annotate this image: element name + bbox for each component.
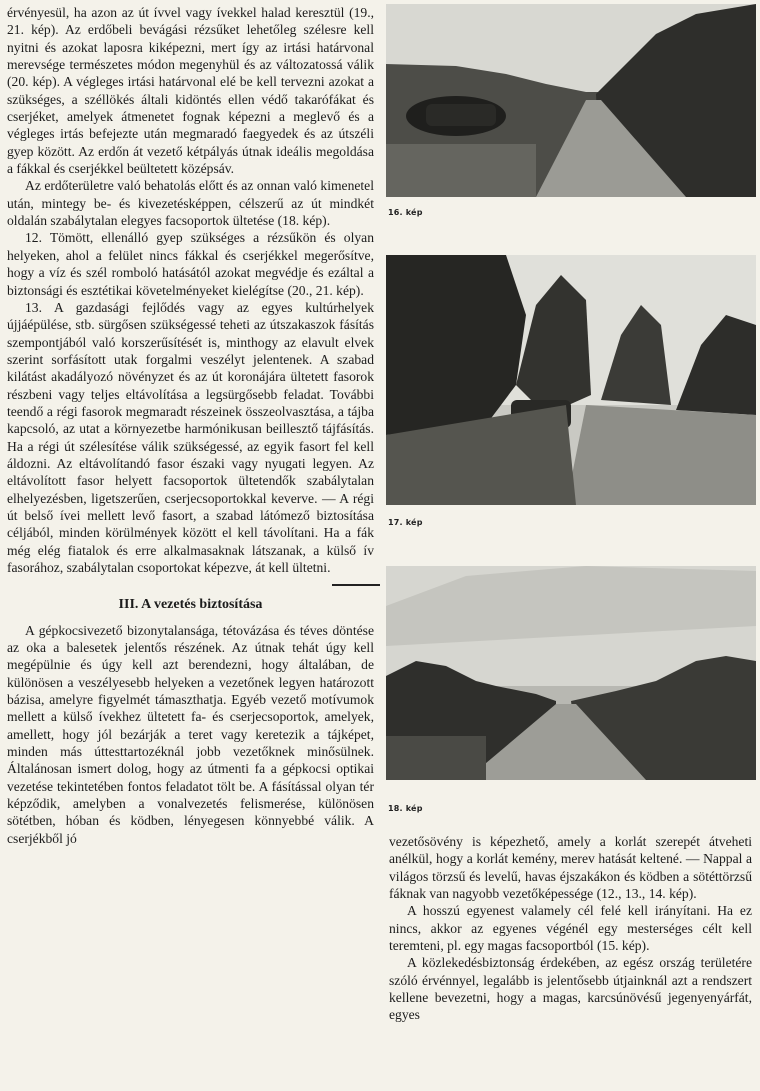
paragraph-1: érvényesül, ha azon az út ívvel vagy ívekkel halad keresztül (19., 21. kép). Az erdőbeli bevágási rézsűket lehetőleg szélesre kell nyitni és azokat laposra kiképezni, mert így az irtási határvonal merevsége természetes módon megenyhül és az változatossá válik (20. kép). A végleges irtási határvonal elé be kell tervezni azokat a szükséges, a széllökés általi kidöntés ellen védő takarófákat és cserjéket, amelyek átmenetet fognak képezni a meglevő és a végleges irtás befejezte után megmaradó faegyedek és az útszéli gyep között. Az erdőn át vezető kétpályás útnak ideális megoldása a fákkal és cserjékkel beültetett középsáv. [7, 5, 374, 177]
paragraph-6: vezetősövény is képezhető, amely a korlát szerepét átveheti anélkül, hogy a korlát kemény, merev hatását keltené. — Nappal a világos törzsű és levelű, havas éjszakákon és ködben a sötéttörzsű fáknak van nagyobb vezetőképessége (12., 13., 14. kép). [389, 834, 752, 902]
caption-17: 17. kép [388, 518, 423, 527]
paragraph-3: 12. Tömött, ellenálló gyep szükséges a rézsűkön és olyan helyeken, ahol a felület nincs fákkal és cserjékkel megerősítve, hogy a víz és szél romboló hatásától azokat megvédje és ezáltal a biztonsági és esztétikai követelményeket kielégítse (20., 21. kép). [7, 230, 374, 298]
right-column [389, 833, 752, 1024]
left-column [7, 4, 374, 847]
section-divider [332, 584, 380, 586]
photo-17 [386, 255, 756, 505]
photo-16 [386, 4, 756, 197]
paragraph-5: A gépkocsivezető bizonytalansága, tétovázása és téves döntése az oka a balesetek jelentős részének. Az útnak tehát úgy kell megépülnie és úgy kell azt berendezni, hogy általában, de különösen a veszélyesebb helyeken a vezetőnek legyen határozott bázisa, amelyre figyelmét támaszthatja. Egyéb vezető motívumok mellett a külső ívekhez ültetett fa- és cserjecsoportok, amelyek, amellett, hogy jól bezárják a teret vagy keretezik a tájképet, minden más úttesttartozéknál jobb vezetőknek minősülnek. Általánosan ismert dolog, hogy az útmenti fa a gépkocsi optikai vezetése tekintetében fontos feladatot tölt be. A fásítással olyan tér képződik, amelyben a vonalvezetés felismerése, különösen sötétben, hóban és ködben, lényegesen könnyebbé válik. A cserjékből jó [7, 622, 374, 846]
paragraph-4: 13. A gazdasági fejlődés vagy az egyes kultúrhelyek újjáépülése, stb. sürgősen szükségessé teheti az útszakaszok fásítás szempontjából való korszerűsítését is, minthogy az elavult elvek szerint sorfásított utak forgalmi veszélyt jelentenek. A szabad kilátást akadályozó növényzet és az út koronájára ültetett fasorok részbeni vagy teljes eltávolítása a legsürgősebb feladat. További teendő a régi fasorok megmaradt részeinek összeolvasztása, a tájba kapcsoló, az utat a környezetbe harmónikusan beillesztő tájfásítás. Ha a régi út szélesítése válik szükségessé, az egyik fasort fel kell áldozni. Az eltávolítandó fasor északi vagy nyugati legyen. Az eltávolított fasor helyett facsoportok ültetendők szabálytalan elhelyezésben, ligetszerűen, cserjecsoportokkal keverve. — A régi út belső ívei mellett levő fasort, a szabad látómező biztosítása céljából, minden körülmények között el kell távolítani. Ha a fák még elég fiatalok és erre alkalmasaknak látszanak, a külső ív fasorához, szabálytalan csoportokat képezve, át kell ültetni. [7, 299, 374, 575]
paragraph-7: A hosszú egyenest valamely cél felé kell irányítani. Ha ez nincs, akkor az egyenes végénél egy mesterséges célt kell teremteni, pl. egy magas facsoportból (15. kép). [389, 903, 752, 954]
paragraph-2: Az erdőterületre való behatolás előtt és az onnan való kimenetel után, mintegy be- és kivezetésképpen, célszerű az út mindkét oldalán szabálytalan elegyes facsoportok ültetése (18. kép). [7, 178, 374, 229]
paragraph-8: A közlekedésbiztonság érdekében, az egész ország területére szóló érvénnyel, legalább is jelentősebb útjainknál azt a rendszert kellene bevezetni, hogy a magas, karcsúnövésű jegenyenyárfát, egyes [389, 955, 752, 1023]
section-heading: III. A vezetés biztosítása [118, 597, 263, 613]
photo-18 [386, 566, 756, 780]
caption-16: 16. kép [388, 208, 423, 217]
caption-18: 18. kép [388, 804, 423, 813]
